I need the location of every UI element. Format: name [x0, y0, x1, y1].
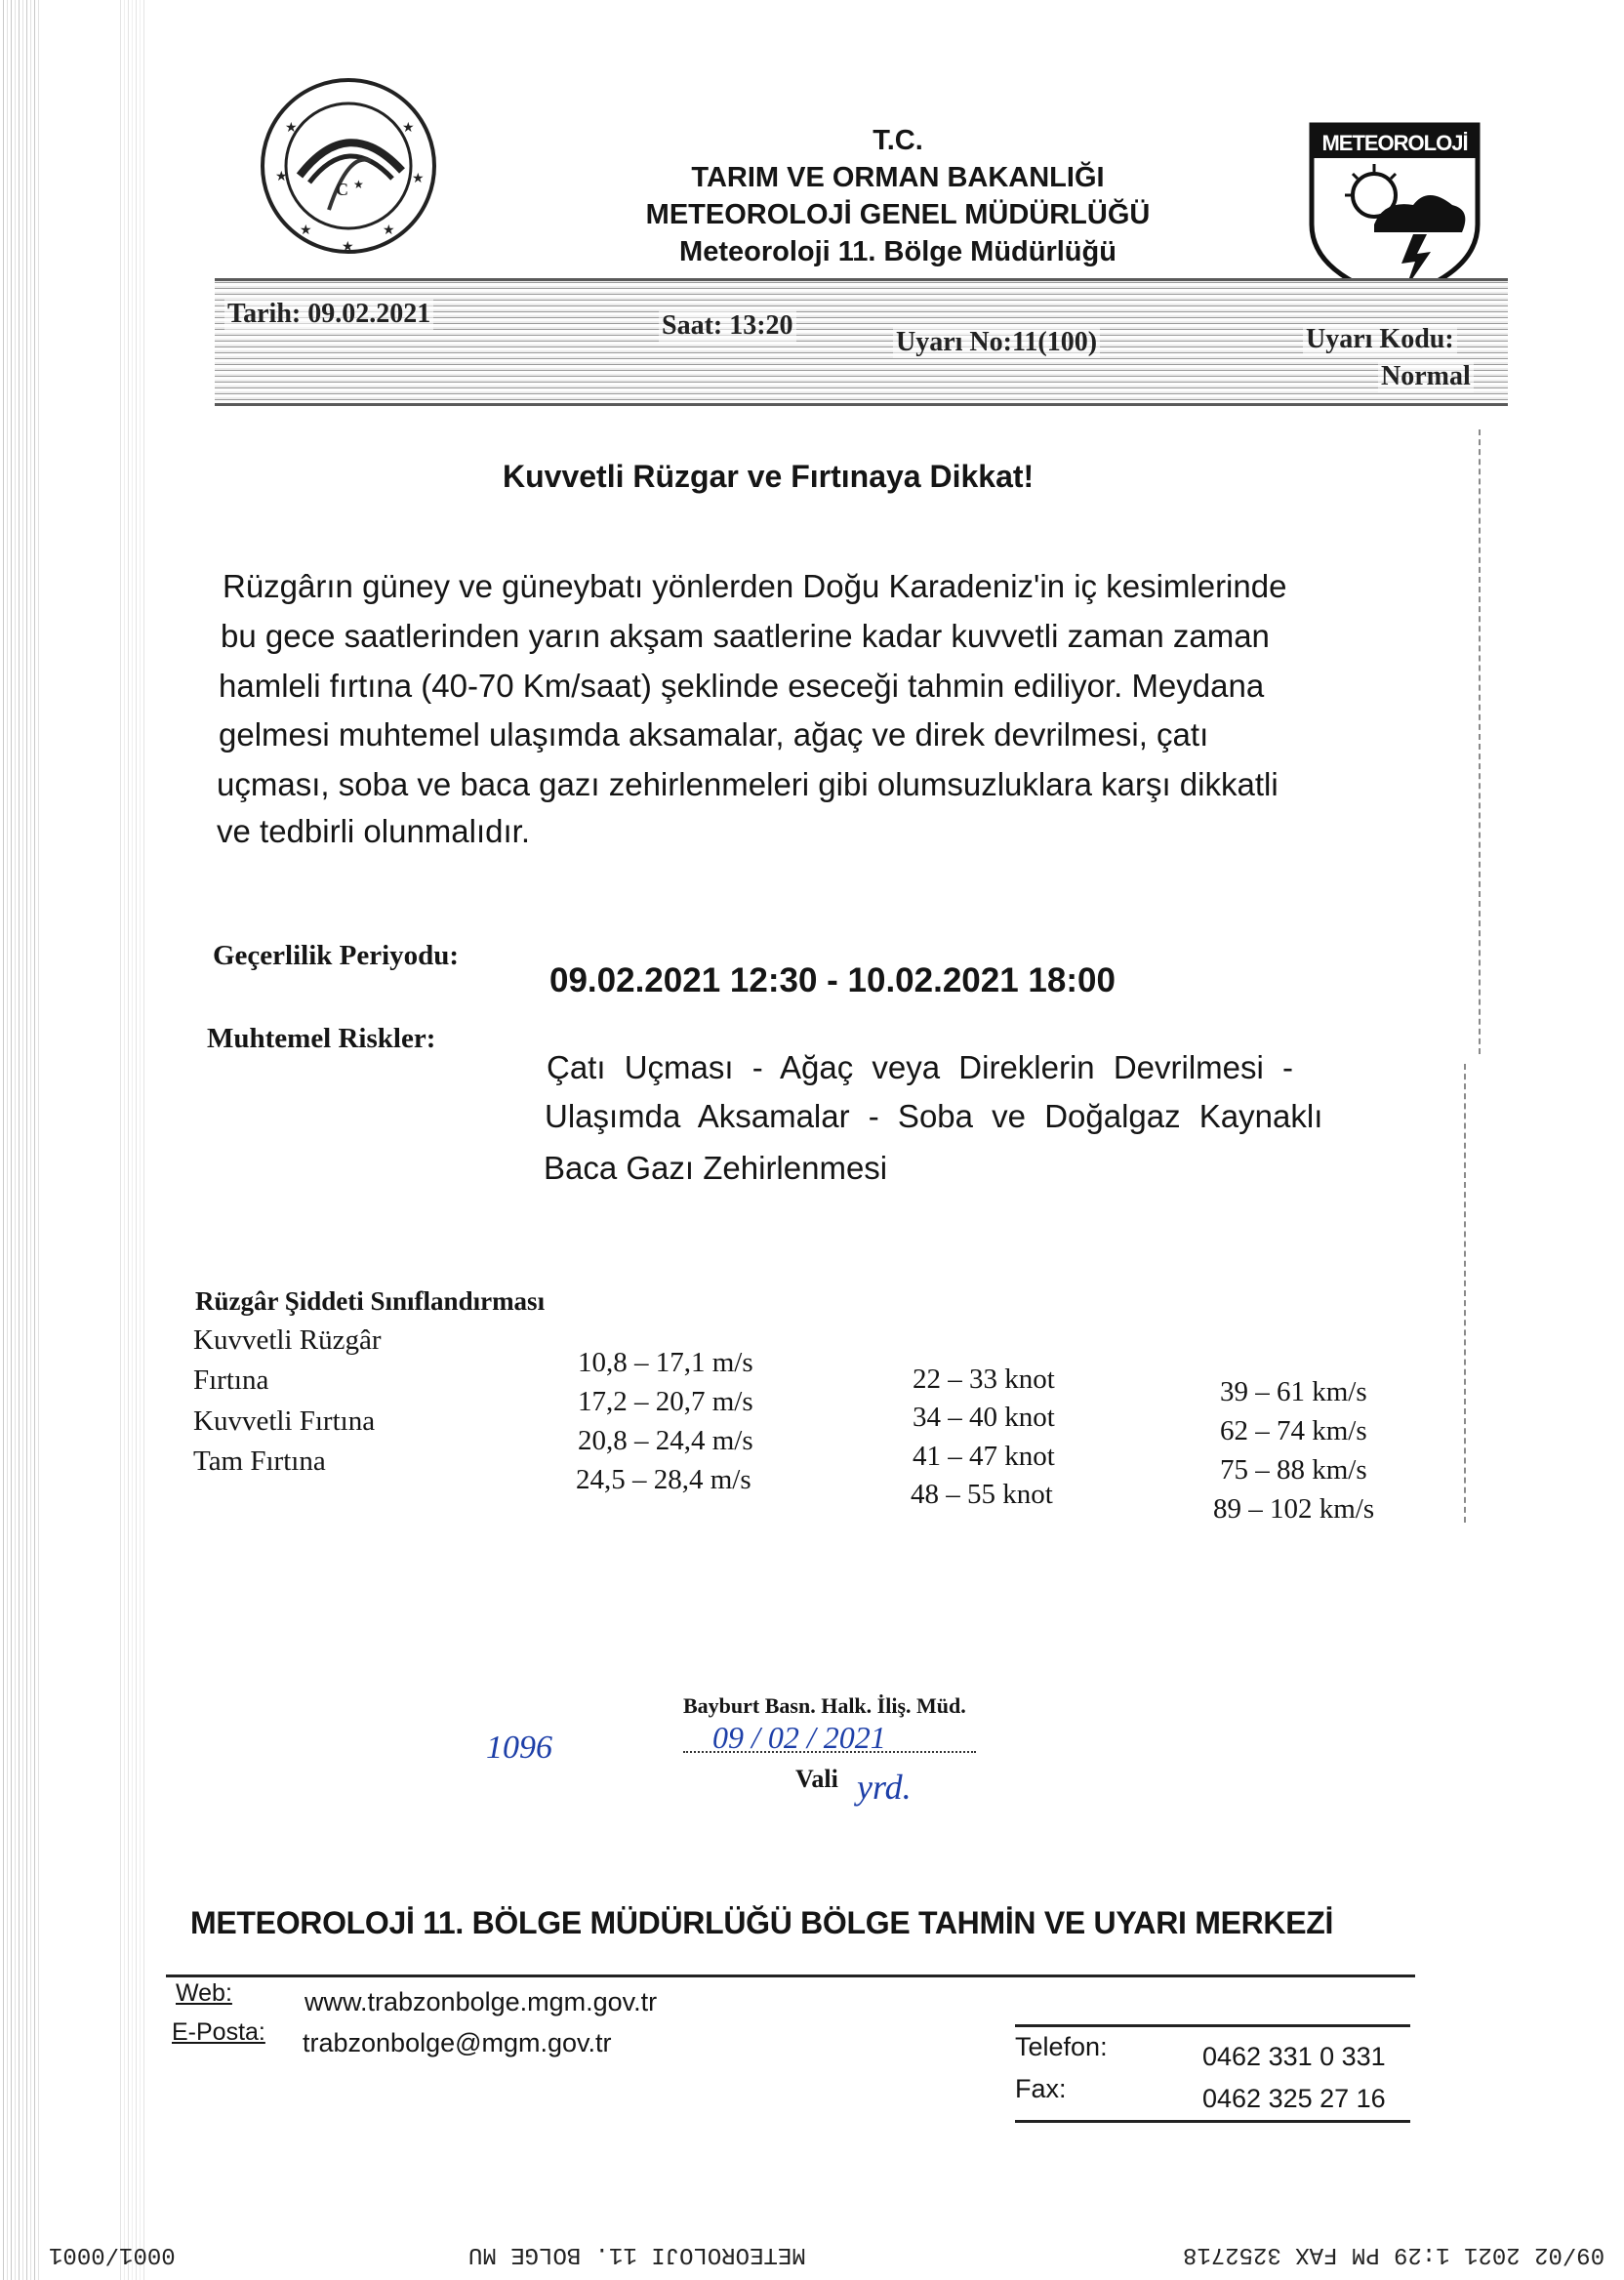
body-line: ve tedbirli olunmalıdır. — [217, 813, 530, 849]
risk-line: Baca Gazı Zehirlenmesi — [544, 1150, 888, 1186]
wind-class-name: Tam Fırtına — [193, 1445, 326, 1477]
svg-text:★: ★ — [300, 222, 312, 237]
footer-title: METEOROLOJİ 11. BÖLGE MÜDÜRLÜĞÜ BÖLGE TAHMİN VE UYARI MERKEZİ — [190, 1905, 1334, 1940]
wind-kmh: 89 – 102 km/s — [1213, 1493, 1375, 1525]
risk-line: Ulaşımda Aksamalar - Soba ve Doğalgaz Kaynaklı — [545, 1098, 1323, 1134]
wind-class-name: Kuvvetli Fırtına — [193, 1405, 376, 1437]
svg-text:★: ★ — [402, 119, 415, 135]
footer-fax-label: Fax: — [1015, 2074, 1067, 2103]
scan-stripe-left — [0, 0, 39, 2280]
handwritten-number: 1096 — [486, 1730, 552, 1766]
info-code-value: Normal — [1378, 361, 1474, 392]
header-general-directorate: METEOROLOJİ GENEL MÜDÜRLÜĞÜ — [645, 199, 1151, 230]
dashed-border-upper — [1479, 429, 1481, 1054]
footer-fax-value: 0462 325 27 16 — [1202, 2084, 1386, 2113]
validity-value: 09.02.2021 12:30 - 10.02.2021 18:00 — [549, 961, 1116, 999]
wind-knot: 41 – 47 knot — [913, 1441, 1055, 1472]
svg-text:C: C — [336, 180, 348, 199]
wind-class-name: Fırtına — [193, 1364, 269, 1396]
fax-header-bar — [0, 2233, 1624, 2272]
wind-knot: 34 – 40 knot — [913, 1402, 1055, 1433]
ministry-emblem-icon — [256, 73, 441, 259]
footer-line-top — [166, 1975, 1415, 1977]
wind-class-name: Kuvvetli Rüzgâr — [193, 1324, 382, 1356]
header-regional-directorate: Meteoroloji 11. Bölge Müdürlüğü — [679, 236, 1116, 267]
meteorology-logo — [1306, 117, 1483, 303]
wind-ms: 10,8 – 17,1 m/s — [578, 1347, 753, 1378]
stamp-office: Bayburt Basn. Halk. İliş. Müd. — [683, 1693, 966, 1718]
footer-fax-line — [1015, 2120, 1410, 2123]
wind-knot: 22 – 33 knot — [913, 1364, 1055, 1395]
svg-text:★: ★ — [342, 238, 354, 254]
footer-email-label: E-Posta: — [172, 2018, 265, 2046]
fax-header-left: 0001/0001 — [49, 2241, 176, 2267]
footer-phone-value: 0462 331 0 331 — [1202, 2042, 1386, 2071]
risk-line: Çatı Uçması - Ağaç veya Direklerin Devrilmesi - — [547, 1049, 1293, 1085]
body-line: bu gece saatlerinden yarın akşam saatlerine kadar kuvvetli zaman zaman — [221, 618, 1270, 654]
wind-ms: 24,5 – 28,4 m/s — [576, 1464, 751, 1495]
wind-knot: 48 – 55 knot — [911, 1479, 1053, 1510]
footer-phone-label: Telefon: — [1015, 2032, 1108, 2061]
wind-kmh: 62 – 74 km/s — [1220, 1415, 1367, 1446]
handwritten-signature: yrd. — [857, 1768, 912, 1807]
svg-text:★: ★ — [353, 178, 364, 191]
wind-kmh: 75 – 88 km/s — [1220, 1454, 1367, 1486]
wind-table-title: Rüzgâr Şiddeti Sınıflandırması — [195, 1286, 546, 1316]
header-ministry: TARIM VE ORMAN BAKANLIĞI — [691, 162, 1105, 193]
footer-web-label: Web: — [176, 1979, 232, 2007]
stamp-date: 09 / 02 / 2021 — [712, 1720, 886, 1755]
info-time: Saat: 13:20 — [659, 310, 796, 342]
stamp-label: Vali — [795, 1765, 838, 1793]
warning-title: Kuvvetli Rüzgar ve Fırtınaya Dikkat! — [503, 459, 1035, 494]
svg-text:★: ★ — [275, 168, 288, 183]
fax-header-middle: METEOROLOJI 11. BOLGE MU — [468, 2241, 806, 2267]
body-line: uçması, soba ve baca gazı zehirlenmeleri gibi olumsuzluklara karşı dikkatli — [217, 766, 1279, 802]
svg-text:★: ★ — [383, 222, 395, 237]
scan-stripe-left-2 — [117, 0, 146, 2280]
svg-text:★: ★ — [412, 170, 425, 185]
header-tc: T.C. — [873, 125, 923, 156]
validity-label: Geçerlilik Periyodu: — [213, 940, 460, 971]
wind-ms: 20,8 – 24,4 m/s — [578, 1425, 753, 1456]
risks-label: Muhtemel Riskler: — [207, 1023, 436, 1054]
footer-web-value: www.trabzonbolge.mgm.gov.tr — [304, 1987, 658, 2016]
body-line: gelmesi muhtemel ulaşımda aksamalar, ağaç ve direk devrilmesi, çatı — [219, 716, 1209, 753]
fax-header-right: 09/02 2021 1:29 PM FAX 3252718 — [1182, 2241, 1604, 2267]
wind-ms: 17,2 – 20,7 m/s — [578, 1386, 753, 1417]
footer-phone-line — [1015, 2024, 1410, 2027]
meteorology-logo-text: METEOROLOJİ — [1321, 131, 1468, 155]
footer-email-value: trabzonbolge@mgm.gov.tr — [303, 2028, 612, 2057]
svg-text:★: ★ — [285, 119, 298, 135]
body-line: hamleli fırtına (40-70 Km/saat) şeklinde eseceği tahmin ediliyor. Meydana — [219, 668, 1265, 704]
info-code-label: Uyarı Kodu: — [1303, 324, 1457, 355]
info-warning-no: Uyarı No:11(100) — [893, 327, 1100, 358]
body-line: Rüzgârın güney ve güneybatı yönlerden Doğu Karadeniz'in iç kesimlerinde — [223, 568, 1287, 604]
info-date: Tarih: 09.02.2021 — [224, 299, 433, 330]
dashed-border-lower — [1464, 1064, 1466, 1523]
wind-kmh: 39 – 61 km/s — [1220, 1376, 1367, 1407]
